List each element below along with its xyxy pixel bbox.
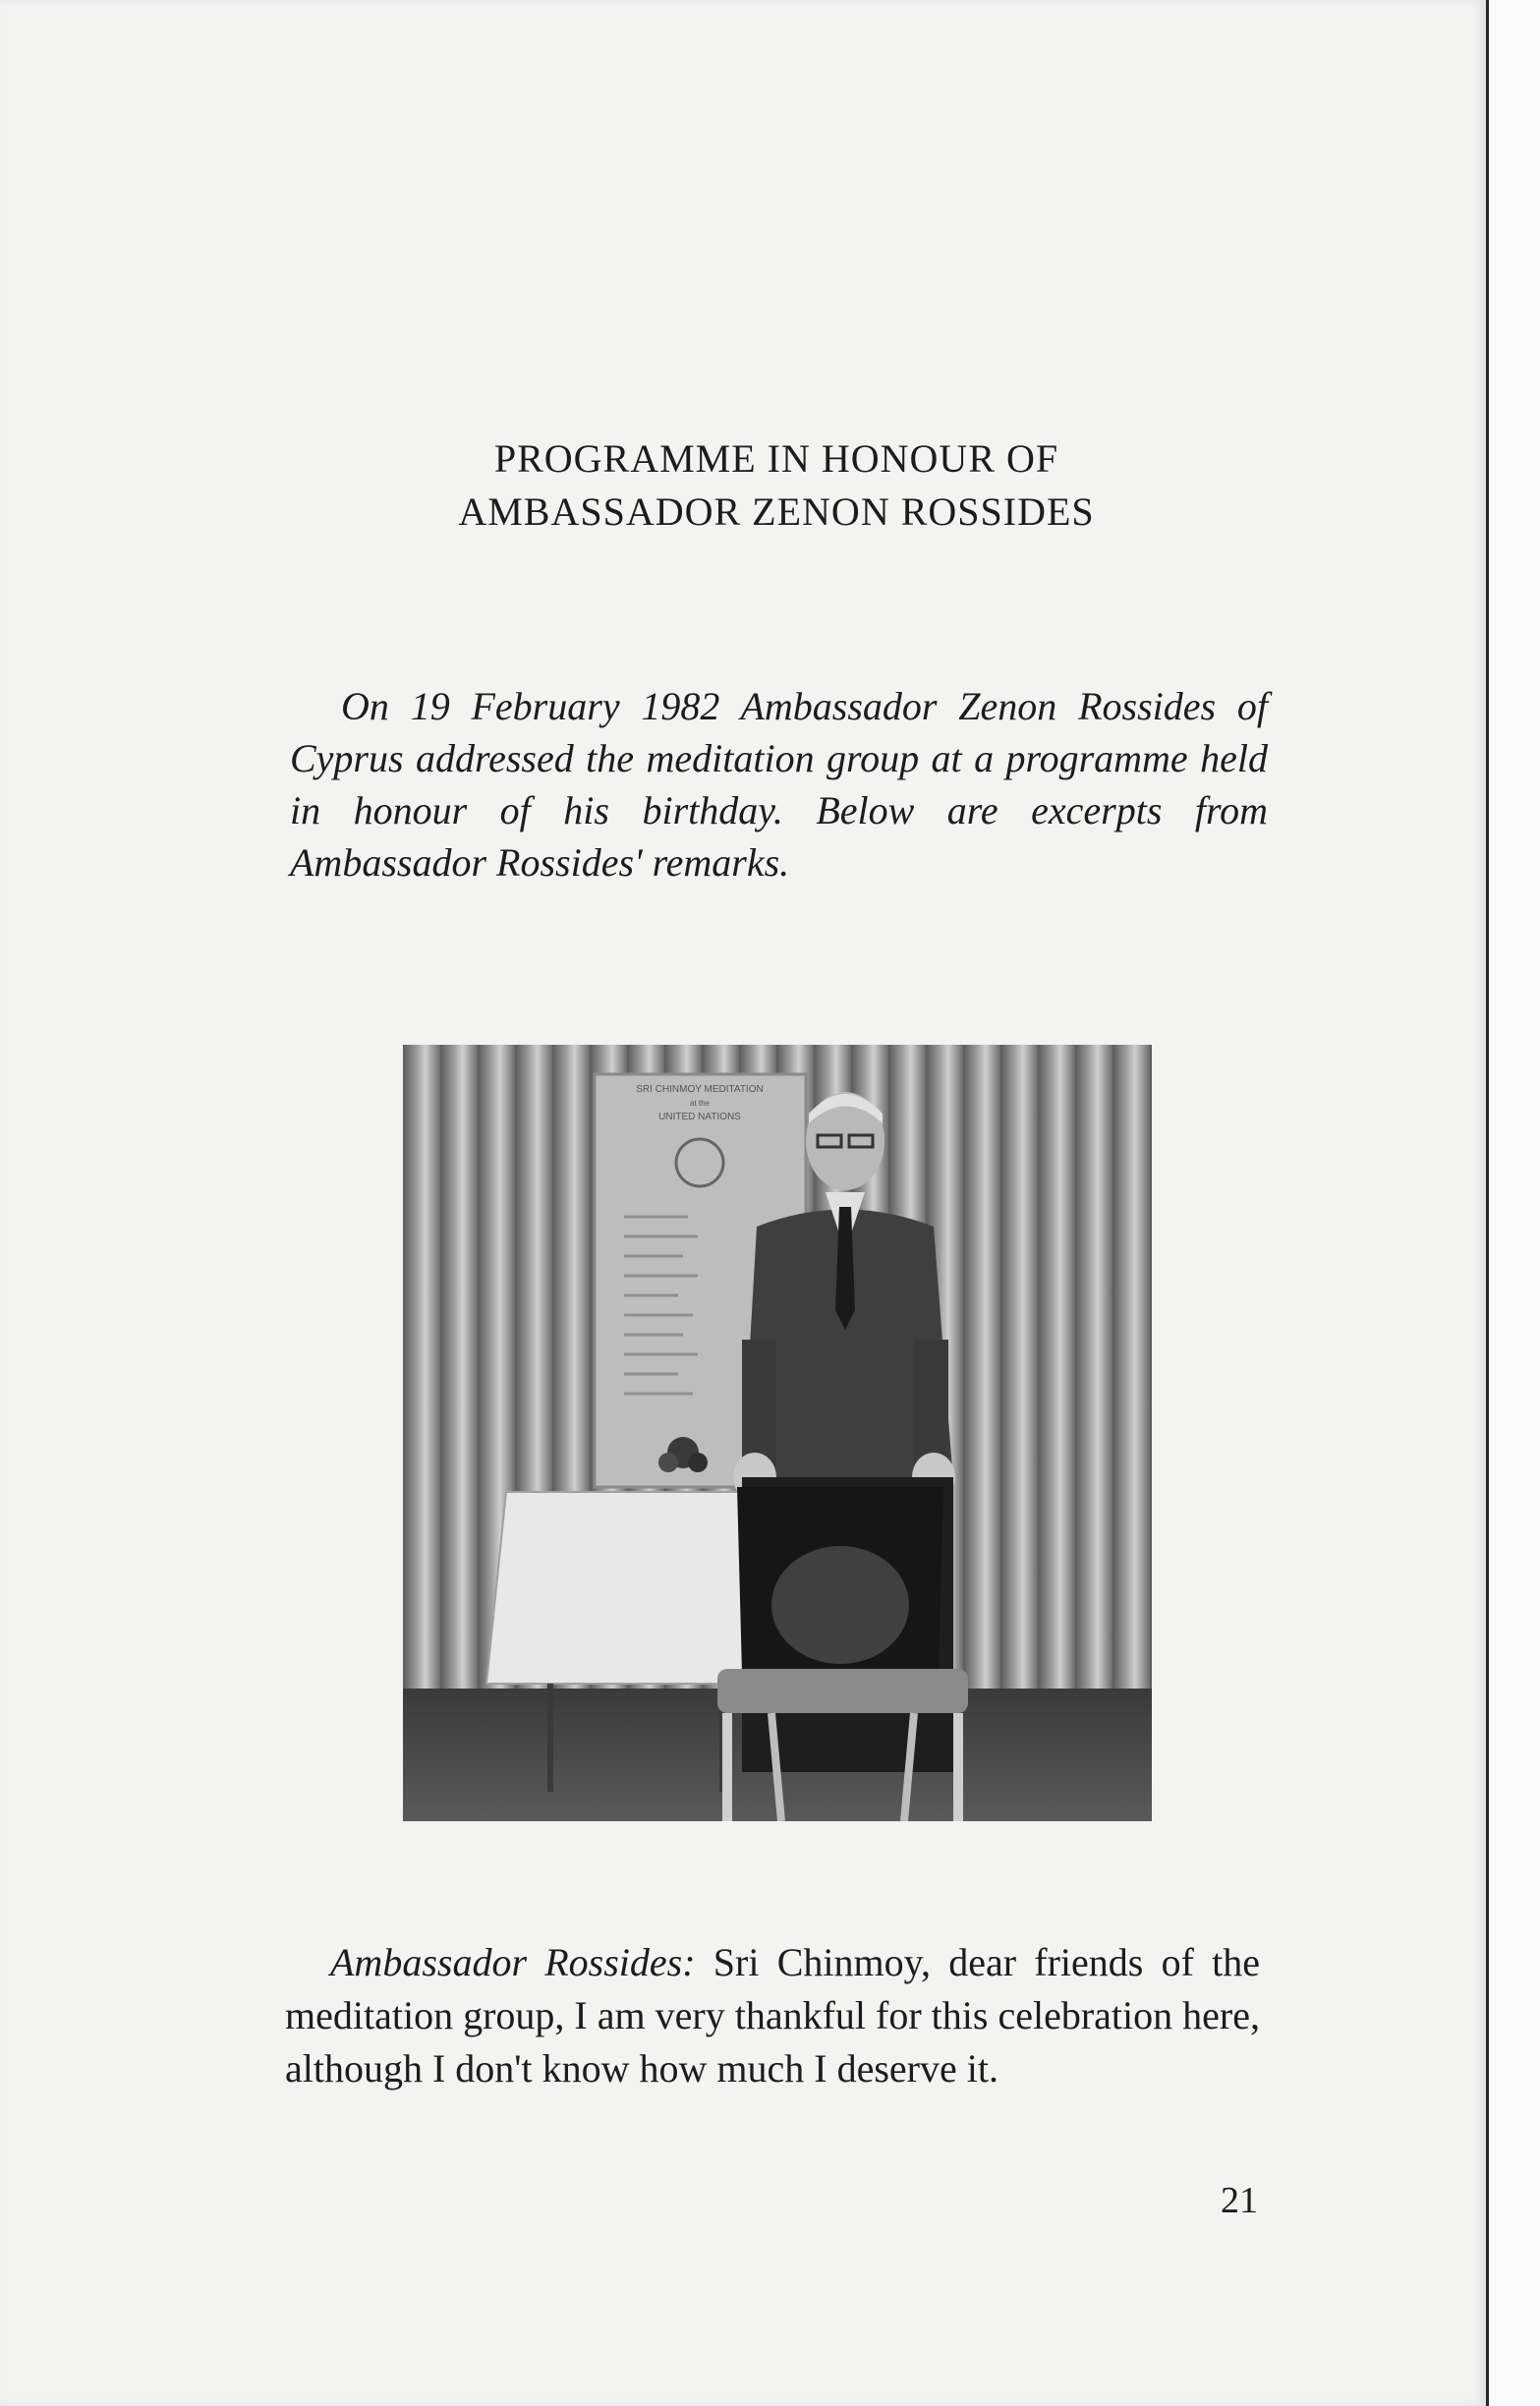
poster-line-2: at the xyxy=(689,1099,711,1108)
scan-background xyxy=(1489,0,1540,2406)
remarks-text: Sri Chinmoy, dear friends of the meditation group, I am very thankful for this celebration here, although I don't know how much I deserve it. xyxy=(285,1940,1261,2091)
poster-line-1: SRI CHINMOY MEDITATION xyxy=(636,1084,764,1095)
poster-line-3: UNITED NATIONS xyxy=(658,1112,741,1122)
remarks-paragraph xyxy=(285,1936,1260,2095)
title-line-2: AMBASSADOR ZENON ROSSIDES xyxy=(458,489,1095,534)
intro-paragraph: On 19 February 1982 Ambassador Zenon Rossides of Cyprus addressed the meditation group at a programme held in honour of his birthday. Below are excerpts from Ambassador Rossides' remarks. xyxy=(290,684,1268,885)
title-line-1: PROGRAMME IN HONOUR OF xyxy=(493,436,1059,481)
photo-ambassador-standing xyxy=(403,1045,1152,1821)
speaker-label: Ambassador Rossides: xyxy=(330,1940,696,1984)
page-title xyxy=(285,432,1268,539)
photo-illustration xyxy=(403,1045,1152,1821)
page-number: 21 xyxy=(1221,2180,1258,2221)
